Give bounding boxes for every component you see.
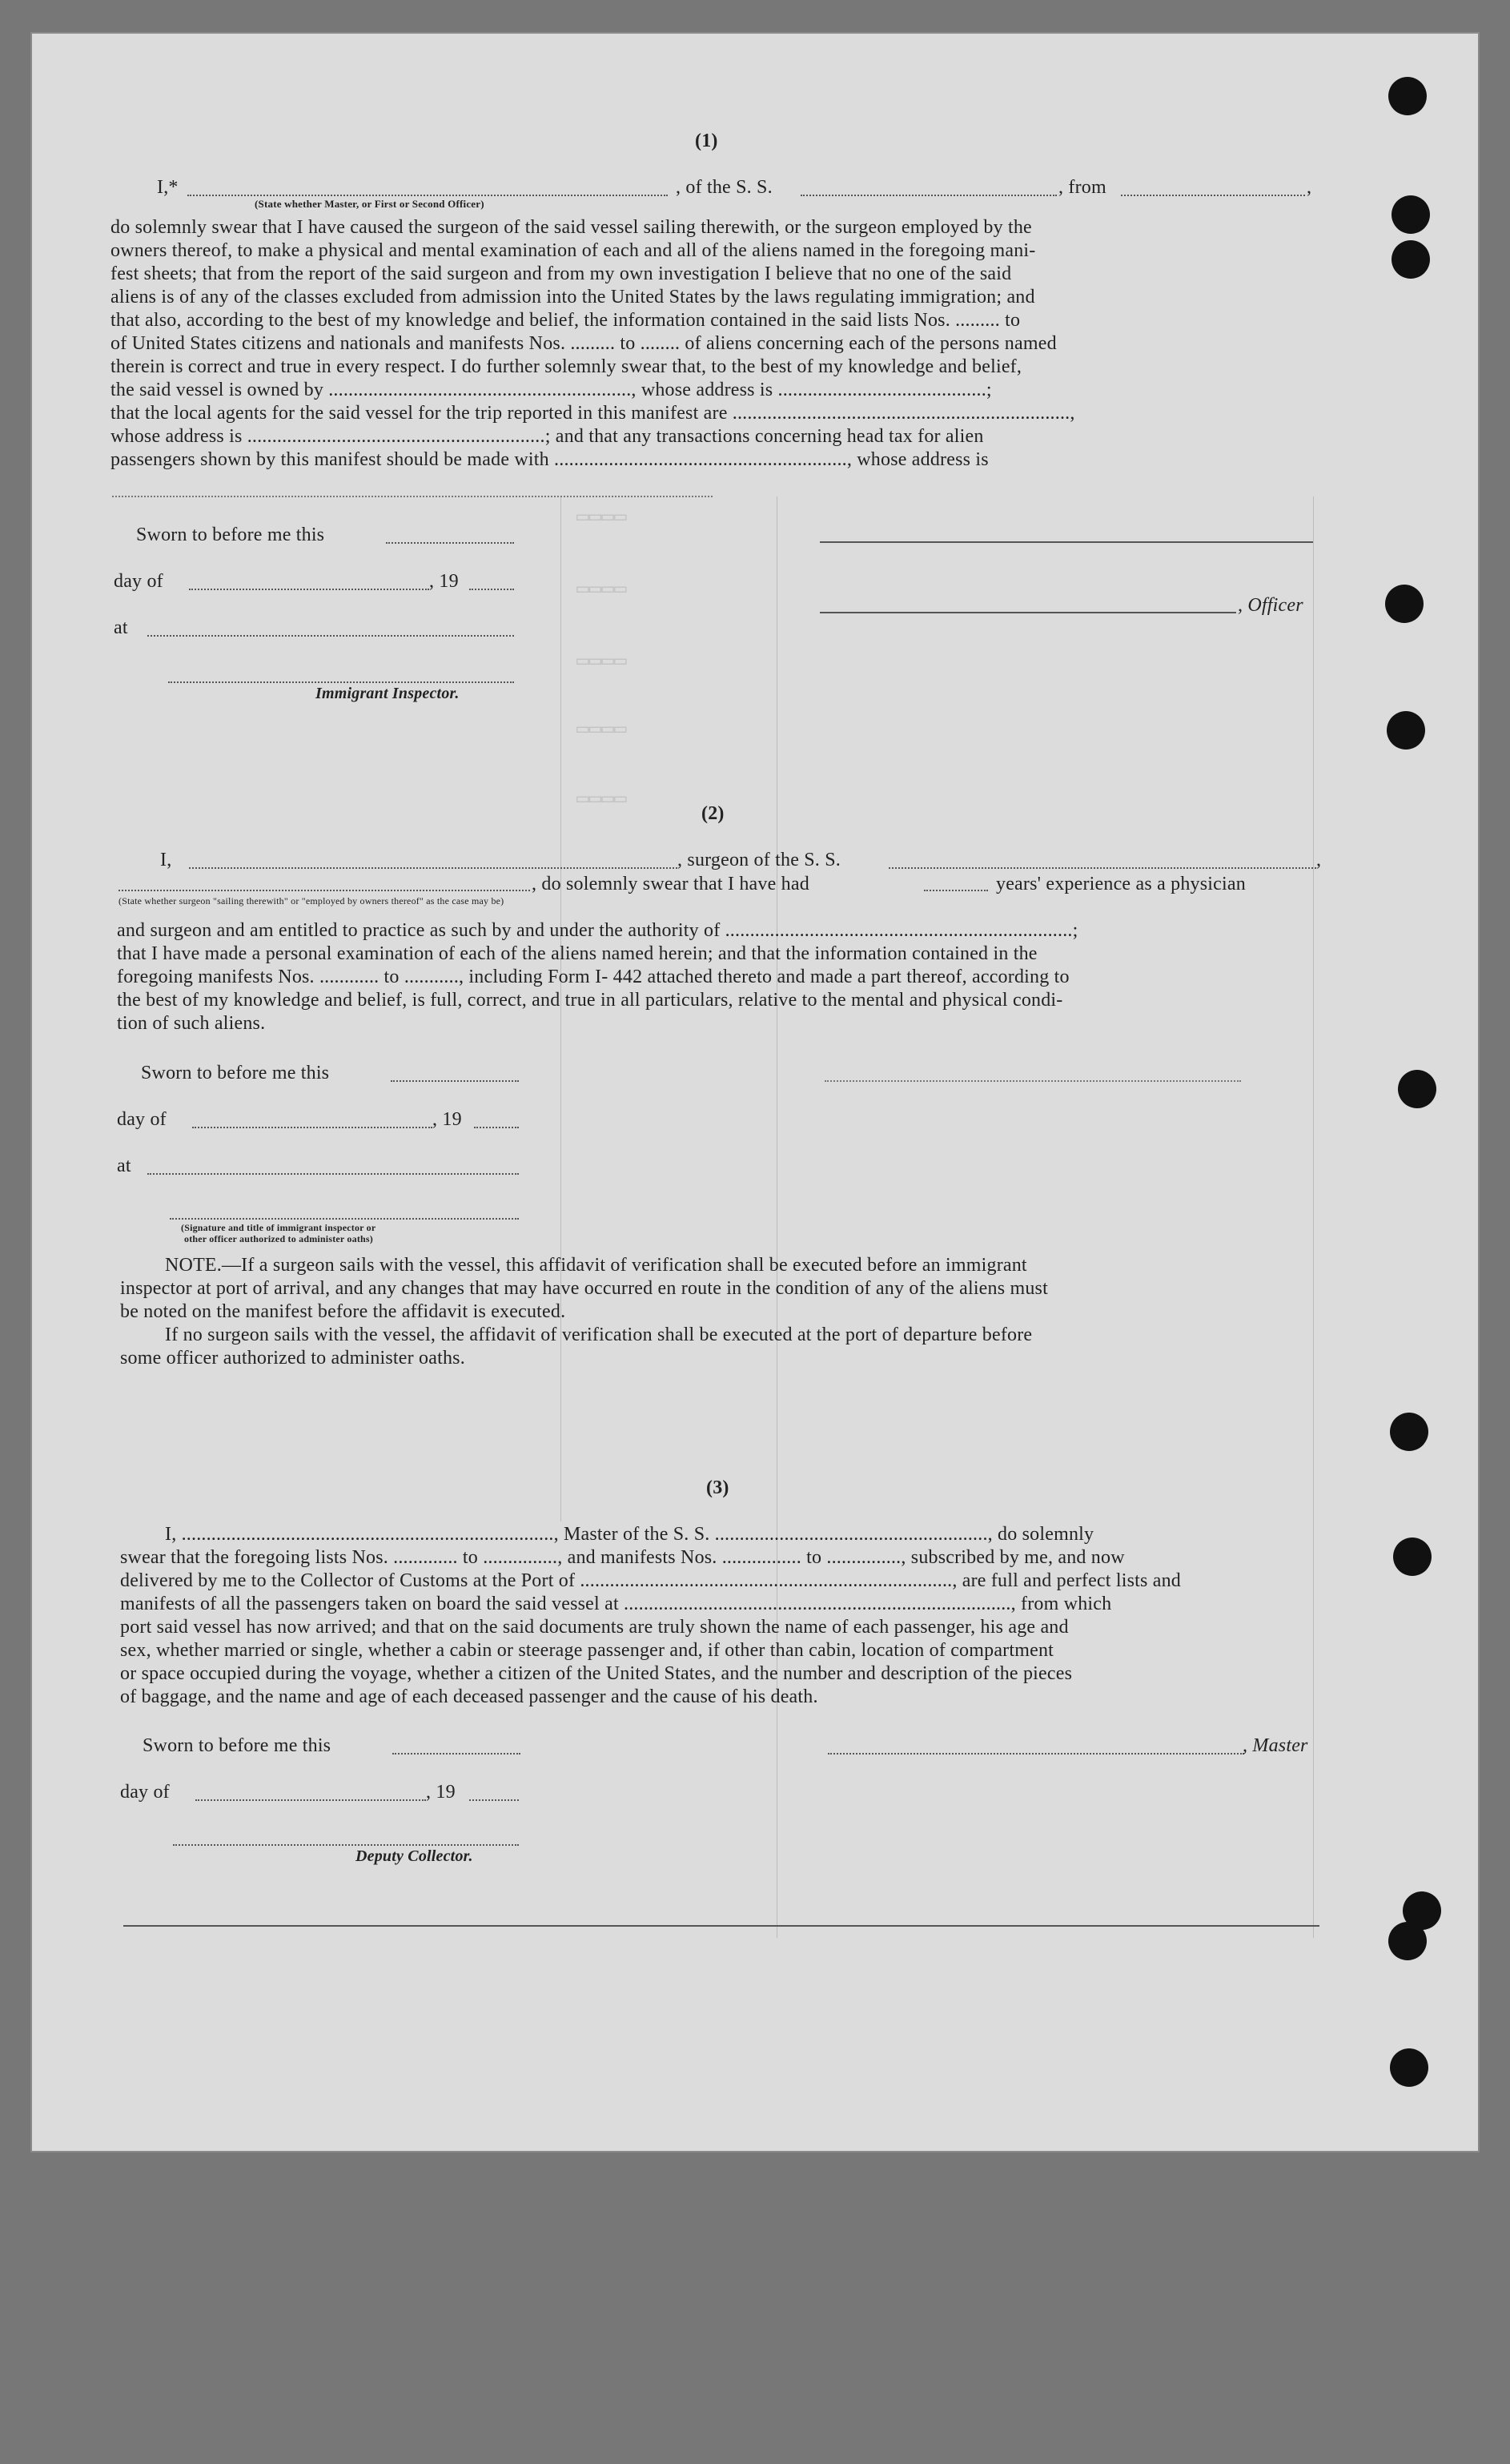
day-of-label: day of [120, 1782, 170, 1803]
bleed-through-mark: ▭▭▭▭ [576, 577, 627, 601]
paragraph-line: and surgeon and am entitled to practice as such by and under the authority of ......................................................................; [117, 920, 1078, 941]
note-line: be noted on the manifest before the affidavit is executed. [120, 1301, 566, 1322]
section-1-from-label: , from [1058, 177, 1106, 198]
bleed-through-mark: ▭▭▭▭ [576, 717, 627, 742]
paragraph-line: fest sheets; that from the report of the said surgeon and from my own investigation I believe that no one of the said [110, 263, 1012, 284]
paragraph-line: that the local agents for the said vessel for the trip reported in this manifest are ...................................................................., [110, 403, 1075, 424]
paragraph-line: therein is correct and true in every respect. I do further solemnly swear that, to the best of my knowledge and belief, [110, 356, 1022, 377]
paragraph-line: that also, according to the best of my knowledge and belief, the information contained in the said lists Nos. ......... to [110, 310, 1021, 331]
deputy-collector-label: Deputy Collector. [355, 1847, 473, 1865]
section-2-number: (2) [701, 803, 725, 824]
section-1-paragraph [110, 216, 1319, 472]
sworn-label: Sworn to before me this [141, 1063, 330, 1083]
paragraph-line: foregoing manifests Nos. ............ to ..........., including Form I- 442 attached thereto and made a part thereof, according to [117, 967, 1070, 987]
bleed-through-mark: ▭▭▭▭ [576, 505, 627, 529]
day-of-label: day of [114, 571, 163, 592]
paragraph-line: I, ..........................................................................., Master of the S. S. ......................................................., do solemnly [165, 1524, 1094, 1545]
note-line: NOTE.—If a surgeon sails with the vessel, this affidavit of verification shall be executed before an immigrant [165, 1255, 1027, 1276]
section-3-number: (3) [706, 1477, 729, 1498]
officer-label: , Officer [1238, 595, 1303, 616]
bleed-through-rule [1313, 496, 1314, 1938]
comma: , [1316, 850, 1322, 870]
at-label: at [117, 1156, 131, 1176]
note-block [120, 1254, 1321, 1370]
day-of-label: day of [117, 1109, 167, 1130]
paragraph-line: passengers shown by this manifest should be made with ..........................................................., whose address is [110, 449, 989, 470]
swear-experience-label: , do solemnly swear that I have had [532, 874, 809, 894]
paragraph-line: swear that the foregoing lists Nos. ............. to ..............., and manifests Nos. ................ to ..............., subscribed by me, and now [120, 1547, 1125, 1568]
note-line: inspector at port of arrival, and any changes that may have occurred en route in the condition of any of the aliens must [120, 1278, 1048, 1299]
punch-hole [1398, 1070, 1436, 1108]
sworn-label: Sworn to before me this [136, 525, 325, 545]
officer-caption: (State whether Master, or First or Second Officer) [255, 198, 484, 210]
punch-hole [1390, 1413, 1428, 1451]
punch-hole [1385, 585, 1424, 623]
paragraph-line: aliens is of any of the classes excluded from admission into the United States by the laws regulating immigration; and [110, 287, 1035, 307]
paragraph-line: of United States citizens and nationals and manifests Nos. ......... to ........ of aliens concerning each of the persons named [110, 333, 1057, 354]
section-2-paragraph [117, 919, 1318, 1035]
paragraph-line: or space occupied during the voyage, whether a citizen of the United States, and the number and description of the pieces [120, 1663, 1073, 1684]
note-line: some officer authorized to administer oaths. [120, 1348, 465, 1369]
signature-caption: (Signature and title of immigrant inspector or [181, 1222, 376, 1233]
immigrant-inspector-label: Immigrant Inspector. [315, 685, 460, 702]
paragraph-line: the said vessel is owned by ............................................................., whose address is ..........................................; [110, 380, 992, 400]
years-experience-label: years' experience as a physician [996, 874, 1246, 894]
paragraph-line: whose address is ............................................................; and that any transactions concerning head tax for alien [110, 426, 984, 447]
sworn-label: Sworn to before me this [143, 1735, 331, 1756]
paragraph-line: owners thereof, to make a physical and mental examination of each and all of the aliens named in the foregoing mani- [110, 240, 1036, 261]
section-2-ship-label: , surgeon of the S. S. [677, 850, 841, 870]
note-line: If no surgeon sails with the vessel, the affidavit of verification shall be executed at the port of departure before [165, 1324, 1033, 1345]
paragraph-line: delivered by me to the Collector of Customs at the Port of ..........................................................................., are full and perfect lists and [120, 1570, 1181, 1591]
punch-hole [1393, 1537, 1432, 1576]
section-1-ship-label: , of the S. S. [676, 177, 773, 198]
year-label: , 19 [429, 571, 459, 592]
bleed-through-mark: ▭▭▭▭ [576, 787, 627, 811]
signature-caption: other officer authorized to administer oaths) [184, 1233, 373, 1244]
punch-hole [1388, 1922, 1427, 1960]
punch-hole [1387, 711, 1425, 750]
punch-hole [1392, 195, 1430, 234]
comma: , [1307, 177, 1312, 198]
bleed-through-mark: ▭▭▭▭ [576, 649, 627, 673]
paragraph-line: the best of my knowledge and belief, is full, correct, and true in all particulars, relative to the mental and physical condi- [117, 990, 1063, 1011]
year-label: , 19 [432, 1109, 462, 1130]
at-label: at [114, 617, 128, 638]
punch-hole [1390, 2048, 1428, 2087]
paragraph-line: port said vessel has now arrived; and that on the said documents are truly shown the name of each passenger, his age and [120, 1617, 1069, 1638]
section-1-number: (1) [695, 131, 718, 151]
punch-hole [1392, 240, 1430, 279]
bottom-rule [123, 1925, 1319, 1927]
master-label: , Master [1243, 1735, 1308, 1756]
paragraph-line: sex, whether married or single, whether a cabin or steerage passenger and, if other than cabin, location of compartment [120, 1640, 1054, 1661]
paragraph-line: tion of such aliens. [117, 1013, 266, 1034]
paragraph-line: of baggage, and the name and age of each deceased passenger and the cause of his death. [120, 1686, 818, 1707]
paragraph-line: manifests of all the passengers taken on board the said vessel at .............................................................................., from which [120, 1594, 1112, 1614]
year-label: , 19 [426, 1782, 456, 1803]
surgeon-caption: (State whether surgeon "sailing therewith" or "employed by owners thereof" as the case may be) [118, 895, 504, 906]
section-1-intro: I,* [157, 177, 179, 198]
punch-hole [1388, 77, 1427, 115]
paragraph-line: that I have made a personal examination of each of the aliens named herein; and that the information contained in the [117, 943, 1038, 964]
paragraph-line: do solemnly swear that I have caused the surgeon of the said vessel sailing therewith, or the surgeon employed by the [110, 217, 1032, 238]
section-2-intro: I, [160, 850, 172, 870]
section-3-paragraph [120, 1523, 1321, 1709]
